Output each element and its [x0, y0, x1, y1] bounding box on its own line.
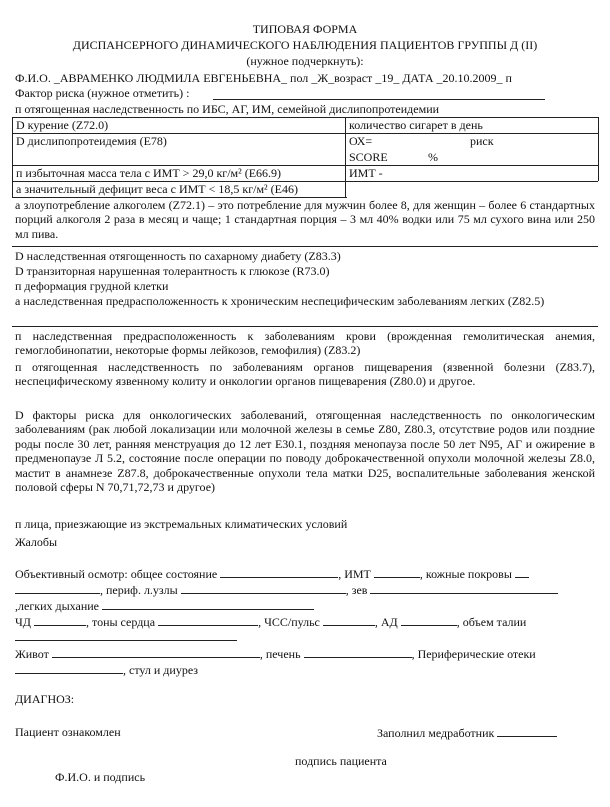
liver-label: , печень [259, 647, 301, 661]
risk-label: риск [470, 134, 494, 148]
oncology-item[interactable]: D факторы риска для онкологических заболеваний, отягощенная наследственность по онкологическим заболеваниям (рак любой локализации или молочной железы в семье Z80, Z80.3, отсутствие родов или поздние роды после 30 лет, ранняя менструация до 12 лет E30.1, поздняя менопауза после 50 лет N95, АГ и ожирение в предменопаузе Л 5.2, состояние после операции по поводу доброкачественной опухоли молочной железы Z8.0, мастит в анамнезе Z87.8, доброкачественные опухоли тела матки D25, воспалительные заболевания женской половой сферы N 70,71,72,73 и другое) [15, 408, 595, 495]
heart-field[interactable] [158, 614, 258, 626]
chd-field[interactable] [34, 614, 86, 626]
pulse-label: , ЧСС/пульс [258, 615, 320, 629]
underweight-cell[interactable]: а значительный дефицит веса с ИМТ < 18,5 кг/м² (E46) [16, 182, 298, 196]
filled-by-label [377, 725, 557, 740]
sex-label: пол [290, 71, 309, 85]
patient-signature-label: подпись пациента [295, 754, 387, 768]
overweight-cell[interactable]: п избыточная масса тела с ИМТ > 29,0 кг/м² (E66.9) [16, 166, 282, 180]
pulse-field[interactable] [323, 614, 375, 626]
dyslip-cell[interactable]: D дислипопротеидемия (E78) [16, 134, 167, 148]
exam-line-3 [15, 598, 314, 613]
heredity-ibs[interactable]: п отягощенная наследственность по ИБС, АГ, ИМ, семейной дислипопротеидемии [15, 102, 440, 116]
belly-field[interactable] [52, 646, 260, 658]
waist-label: , объем талии [456, 615, 527, 629]
exam-line-4 [15, 614, 526, 629]
risk-factor-line [213, 99, 545, 100]
liver-field[interactable] [304, 646, 412, 658]
lymph-field[interactable] [181, 582, 346, 594]
diabetes-item[interactable]: D наследственная отягощенность по сахарному диабету (Z83.3) [15, 249, 341, 263]
fio-label: Ф.И.О. [15, 71, 51, 85]
form-title: ТИПОВАЯ ФОРМА [252, 22, 358, 36]
alcohol-divider [12, 246, 598, 247]
date-label: ДАТА [402, 71, 434, 85]
sex-value[interactable]: _Ж_ [311, 71, 335, 85]
skin-field[interactable] [515, 566, 529, 578]
date-value[interactable]: _20.10.2009_ [436, 71, 503, 85]
glucose-item[interactable]: D транзиторная нарушенная толерантность к глюкозе (R73.0) [15, 264, 330, 278]
throat-field[interactable] [370, 582, 558, 594]
ad-label: , АД [374, 615, 398, 629]
digestive-item[interactable]: п отягощенная наследственность по заболеваниям органов пищеварения (язвенной болезни (Z83.7), неспецифическому язвенному колиту и онкологии органов пищеварения (Z80.0) и другое. [15, 360, 595, 389]
score-label: SCORE [349, 150, 388, 164]
age-label: возраст [334, 71, 373, 85]
exam-line-5 [15, 629, 237, 644]
throat-label: , зев [345, 583, 368, 597]
filled-by-field[interactable] [497, 725, 557, 737]
smoking-cell[interactable]: D курение (Z72.0) [16, 118, 109, 132]
form-subtitle: ДИСПАНСЕРНОГО ДИНАМИЧЕСКОГО НАБЛЮДЕНИЯ ПАЦИЕНТОВ ГРУППЫ Д (II) [72, 38, 538, 52]
imt-label: , ИМТ [338, 567, 371, 581]
lymph-label: , периф. л.узлы [100, 583, 178, 597]
fio-value[interactable]: _АВРАМЕНКО ЛЮДМИЛА ЕВГЕНЬЕВНА_ [53, 71, 288, 85]
general-field[interactable] [220, 566, 338, 578]
stool-label: , стул и диурез [123, 663, 199, 677]
edema-field[interactable] [15, 662, 123, 674]
risk-factor-label: Фактор риска (нужное отметить) : [15, 86, 190, 100]
imt-field[interactable] [374, 566, 420, 578]
breath-label: ,легких дыхание [15, 599, 99, 613]
table-left [12, 117, 13, 197]
heart-label: , тоны сердца [85, 615, 156, 629]
alcohol-paragraph[interactable]: а злоупотребление алкоголем (Z72.1) – это потребление для мужчин более 8, для женщин – более 6 стандартных порций алкоголя 2 раза в месяц и чаще; 1 стандартная порция – 3 мл 40% водки или 75 мл сухого вина или 250 мл пива. [15, 198, 595, 241]
patient-tail: п [505, 71, 512, 85]
table-mid [345, 117, 346, 197]
score-percent: % [428, 150, 438, 164]
patient-acquainted: Пациент ознакомлен [15, 725, 121, 739]
general-label: Объективный осмотр: общее состояние [15, 567, 218, 581]
exam-line-7 [15, 662, 198, 677]
skin-field-cont[interactable] [15, 582, 100, 594]
exam-line-2 [15, 582, 558, 597]
cigarettes-cell: количество сигарет в день [349, 118, 483, 132]
age-value[interactable]: _19_ [375, 71, 400, 85]
complaints-label: Жалобы [15, 535, 58, 549]
exam-line-6 [15, 646, 536, 661]
form-note: (нужное подчеркнуть): [246, 54, 364, 68]
lung-item[interactable]: а наследственная предрасположенность к хроническим неспецифическим заболеваниям легких (Z82.5) [15, 294, 545, 308]
lung-divider [12, 326, 598, 327]
chd-label: ЧД [15, 615, 31, 629]
belly-label: Живот [15, 647, 49, 661]
ad-field[interactable] [401, 614, 457, 626]
filled-by-text: Заполнил медработник [377, 726, 495, 740]
table-right [598, 117, 599, 181]
fio-signature-label: Ф.И.О. и подпись [55, 770, 146, 784]
patient-line [15, 71, 512, 85]
imt-cell: ИМТ - [349, 166, 383, 180]
breath-field[interactable] [102, 598, 314, 610]
extreme-item[interactable]: п лица, приезжающие из экстремальных климатических условий [15, 517, 348, 531]
oh-label: ОХ= [349, 134, 373, 148]
waist-field[interactable] [15, 629, 237, 641]
chest-item[interactable]: п деформация грудной клетки [15, 279, 169, 293]
edema-label: , Периферические отеки [411, 647, 536, 661]
diagnosis-label: ДИАГНОЗ: [15, 692, 75, 706]
exam-line-1 [15, 566, 529, 581]
blood-item[interactable]: п наследственная предрасположенность к заболеваниям крови (врожденная гемолитическая анемия, гемоглобинопатии, некоторые формы лейкозов, гемофилия) (Z83.2) [15, 329, 595, 358]
skin-label: , кожные покровы [419, 567, 512, 581]
